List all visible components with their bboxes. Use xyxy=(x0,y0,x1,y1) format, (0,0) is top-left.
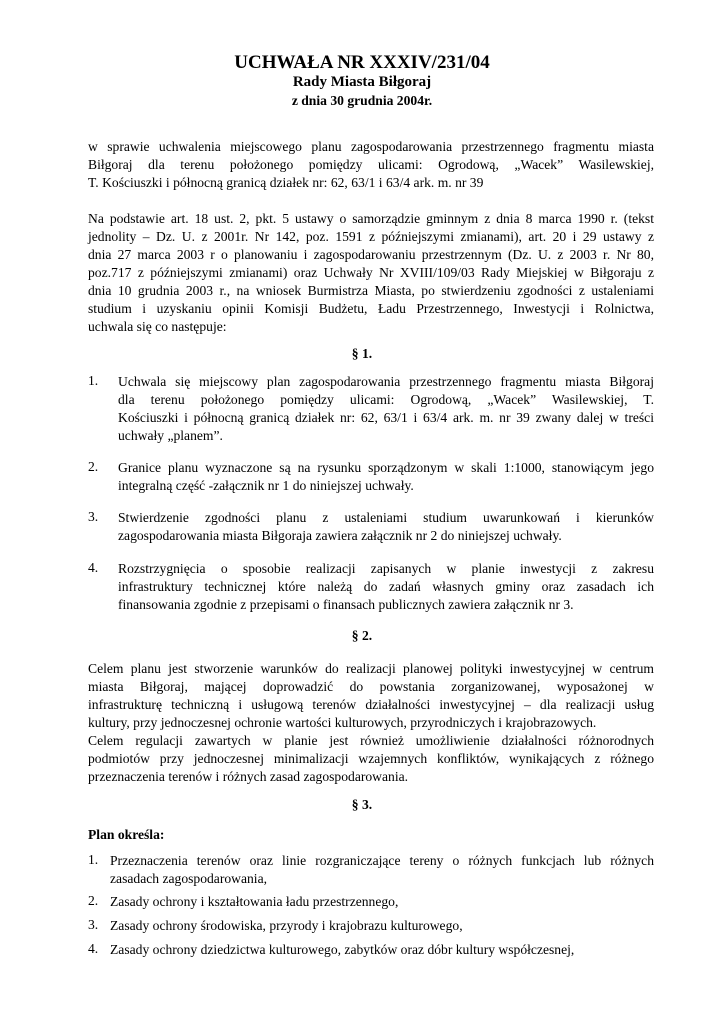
basis-line: dnia 27 marca 2003 r o planowaniu i zagospodarowaniu przestrzennym (Dz. U. z 2003 r. Nr 80, xyxy=(88,247,654,262)
section-2-line: kultury, przy jednoczesnej ochronie wartości kulturowych, przyrodniczych i krajobrazowych. xyxy=(88,715,597,730)
section-2-line: Celem planu jest stworzenie warunków do realizacji planowej polityki inwestycyjnej w centrum xyxy=(88,661,654,676)
basis-line: jednolity – Dz. U. z 2001r. Nr 142, poz. 1591 z późniejszymi zmianami), art. 20 i 29 ustawy z xyxy=(88,229,654,244)
section-2-line: przeznaczenia terenów i różnych zasad zagospodarowania. xyxy=(88,769,409,784)
list-item-line: Granice planu wyznaczone są na rysunku sporządzonym w skali 1:1000, stanowiącym jego xyxy=(118,460,654,475)
basis-line: studium i uzyskaniu opinii Komisji Budżetu, Ładu Przestrzennego, Inwestycji i Rolnictwa, xyxy=(88,301,654,316)
list-item-number: 3. xyxy=(88,917,99,932)
list-item-line: zasadach zagospodarowania, xyxy=(110,871,268,886)
document-subtitle: Rady Miasta Biłgoraj xyxy=(292,74,432,90)
basis-line: poz.717 z późniejszymi zmianami) oraz Uchwały Nr XVIII/109/03 Rady Miejskiej w Biłgoraju z xyxy=(88,265,654,280)
section-2-line: podmiotów przy jednoczesnej minimalizacji wzajemnych konfliktów, wynikających z różnego xyxy=(88,751,654,766)
section-3-heading: § 3. xyxy=(351,797,373,812)
list-item-number: 3. xyxy=(88,509,99,524)
list-item-line: Zasady ochrony środowiska, przyrody i krajobrazu kulturowego, xyxy=(110,918,463,933)
list-item-line: infrastruktury technicznej które należą do zadań własnych gminy oraz zasadach ich xyxy=(118,579,654,594)
document-title: UCHWAŁA NR XXXIV/231/04 xyxy=(234,52,490,73)
list-item-line: Zasady ochrony i kształtowania ładu przestrzennego, xyxy=(110,894,399,909)
list-item-number: 4. xyxy=(88,560,99,575)
section-3-lead: Plan określa: xyxy=(88,827,165,842)
section-1-heading: § 1. xyxy=(351,346,373,361)
intro-line: w sprawie uchwalenia miejscowego planu zagospodarowania przestrzennego fragmentu miasta xyxy=(88,139,654,154)
list-item-line: integralną część -załącznik nr 1 do niniejszej uchwały. xyxy=(118,478,414,493)
list-item-line: Zasady ochrony dziedzictwa kulturowego, zabytków oraz dóbr kultury współczesnej, xyxy=(110,942,575,957)
list-item-line: Kościuszki i północną granicą działek nr: 62, 63/1 i 63/4 ark. m. nr 39 zwany dalej w treści xyxy=(118,410,654,425)
list-item-number: 2. xyxy=(88,893,99,908)
basis-line: Na podstawie art. 18 ust. 2, pkt. 5 ustawy o samorządzie gminnym z dnia 8 marca 1990 r. (tekst xyxy=(88,211,654,226)
list-item-line: Rozstrzygnięcia o sposobie realizacji zapisanych w planie inwestycji z zakresu xyxy=(118,561,654,576)
section-2-line: infrastrukturę techniczną i usługową terenów działalności inwestycyjnej – dla realizacji usług xyxy=(88,697,654,712)
list-item-number: 2. xyxy=(88,459,99,474)
section-2-line: Celem regulacji zawartych w planie jest również umożliwienie działalności różnorodnych xyxy=(88,733,654,748)
list-item-number: 1. xyxy=(88,852,99,867)
basis-line: dnia 10 grudnia 2003 r., na wniosek Burmistrza Miasta, po stwierdzeniu zgodności z ustaleniami xyxy=(88,283,654,298)
list-item-line: Uchwala się miejscowy plan zagospodarowania przestrzennego fragmentu miasta Biłgoraj xyxy=(118,374,654,389)
list-item-line: Stwierdzenie zgodności planu z ustaleniami studium uwarunkowań i kierunków xyxy=(118,510,654,525)
list-item-line: zagospodarowania miasta Biłgoraja zawiera załącznik nr 2 do niniejszej uchwały. xyxy=(118,528,562,543)
list-item-line: Przeznaczenia terenów oraz linie rozgraniczające tereny o różnych funkcjach lub różnych xyxy=(110,853,654,868)
section-2-line: miasta Biłgoraj, mającej doprowadzić do powstania zorganizowanej, wyposażonej w xyxy=(88,679,654,694)
intro-line: Biłgoraj dla terenu położonego pomiędzy ulicami: Ogrodową, „Wacek” Wasilewskiej, xyxy=(88,157,654,172)
intro-line: T. Kościuszki i północną granicą działek nr: 62, 63/1 i 63/4 ark. m. nr 39 xyxy=(88,175,484,190)
document-date: z dnia 30 grudnia 2004r. xyxy=(291,93,433,108)
list-item-line: uchwały „planem”. xyxy=(118,428,223,443)
list-item-number: 4. xyxy=(88,941,99,956)
list-item-line: dla terenu położonego pomiędzy ulicami: Ogrodową, „Wacek” Wasilewskiej, T. xyxy=(118,392,654,407)
list-item-line: finansowania zgodnie z przepisami o finansach publicznych zawiera załącznik nr 3. xyxy=(118,597,574,612)
basis-line: uchwala się co następuje: xyxy=(88,319,227,334)
list-item-number: 1. xyxy=(88,373,99,388)
section-2-heading: § 2. xyxy=(351,628,373,643)
